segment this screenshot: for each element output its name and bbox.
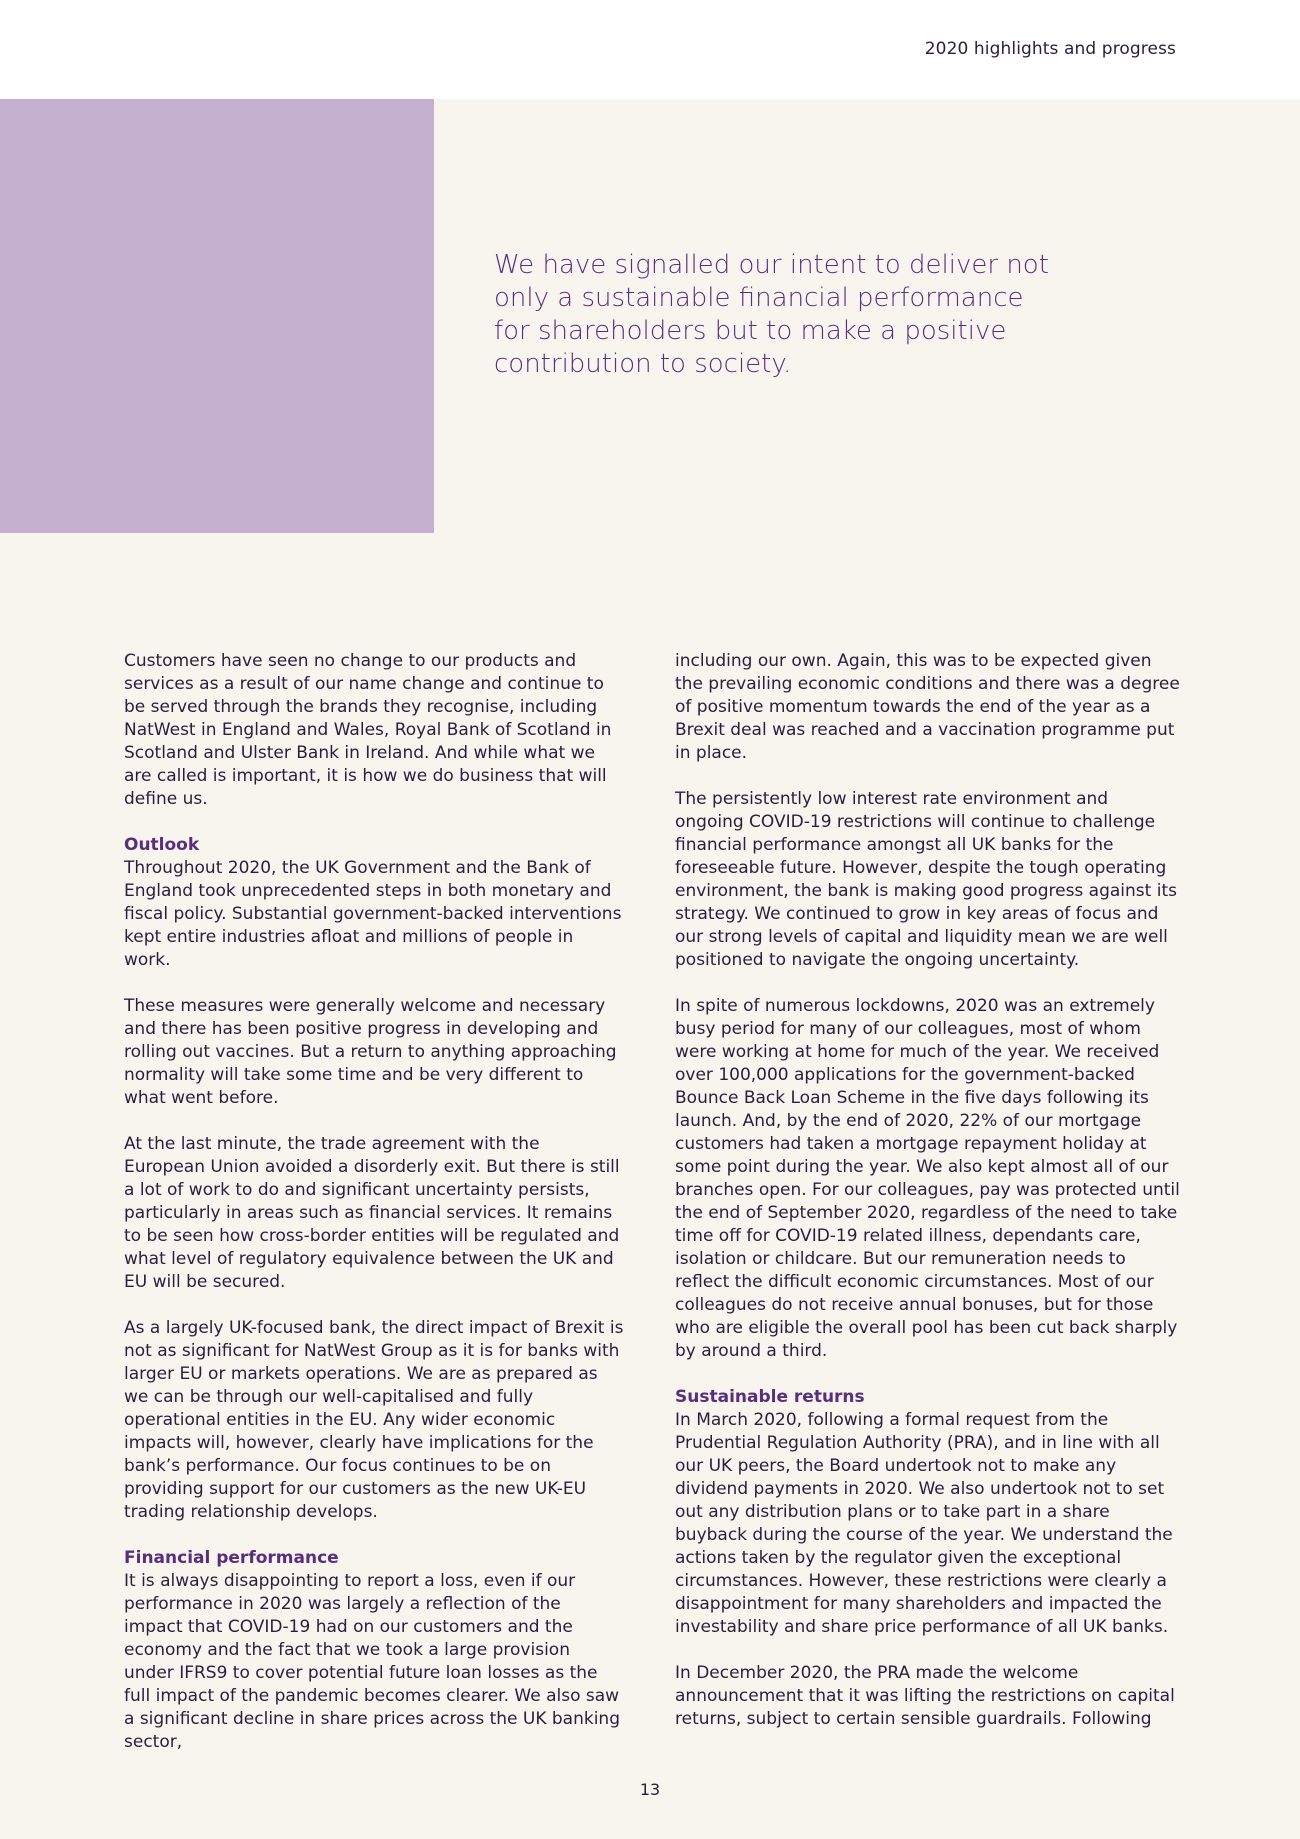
intro-paragraph: Customers have seen no change to our products and services as a result of our name change and continue to be served through the brands they recognise, including NatWest in England and Wales, Royal Bank of Scotland in Scotland and Ulster Bank in Ireland. And while what we are called is important, it is how we do business that will define us. [124,651,612,809]
sustainable-returns-paragraph-2: In December 2020, the PRA made the welcome announcement that it was lifting the restrictions on capital returns, subject to certain sensible guardrails. Following [675,1663,1175,1729]
financial-performance-paragraph: It is always disappointing to report a loss, even if our performance in 2020 was largely a reflection of the impact that COVID-19 had on our customers and the economy and the fact that we took a large provision under IFRS9 to cover potential future loan losses as the full impact of the pandemic becomes clearer. We also saw a significant decline in share prices across the UK banking sector, [124,1571,620,1752]
outlook-heading: Outlook [124,835,200,855]
outlook-paragraph-2: These measures were generally welcome and necessary and there has been positive progress in developing and rolling out vaccines. But a return to anything approaching normality will take some time and be very different to what went before. [124,996,617,1108]
left-column [124,650,624,1754]
colleagues-paragraph: In spite of numerous lockdowns, 2020 was an extremely busy period for many of our colleagues, most of whom were working at home for much of the year. We received over 100,000 applications for the government-backed Bounce Back Loan Scheme in the five days following its launch. And, by the end of 2020, 22% of our mortgage customers had taken a mortgage repayment holiday at some point during the year. We also kept almost all of our branches open. For our colleagues, pay was protected until the end of September 2020, regardless of the need to take time off for COVID-19 related illness, dependants care, isolation or childcare. But our remuneration needs to reflect the difficult economic circumstances. Most of our colleagues do not receive annual bonuses, but for those who are eligible the overall pool has been cut back sharply by around a third. [675,996,1180,1361]
right-column [675,650,1180,1731]
outlook-paragraph-3: At the last minute, the trade agreement with the European Union avoided a disorderly exit. But there is still a lot of work to do and significant uncertainty persists, particularly in areas such as financial services. It remains to be seen how cross-border entities will be regulated and what level of regulatory equivalence between the UK and EU will be secured. [124,1134,620,1292]
sustainable-returns-paragraph-1: In March 2020, following a formal request from the Prudential Regulation Authority (PRA), and in line with all our UK peers, the Board undertook not to make any dividend payments in 2020. We also undertook not to set out any distribution plans or to take part in a share buyback during the course of the year. We understand the actions taken by the regulator given the exceptional circumstances. However, these restrictions were clearly a disappointment for many shareholders and impacted the investability and share price performance of all UK banks. [675,1410,1173,1637]
outlook-paragraph-4: As a largely UK-focused bank, the direct impact of Brexit is not as significant for NatWest Group as it is for banks with larger EU or markets operations. We are as prepared as we can be through our well-capitalised and fully operational entities in the EU. Any wider economic impacts will, however, clearly have implications for the bank’s performance. Our focus continues to be on providing support for our customers as the new UK-EU trading relationship develops. [124,1318,624,1522]
sustainable-returns-heading: Sustainable returns [675,1387,865,1407]
page-number: 13 [639,1780,661,1799]
outlook-paragraph-1: Throughout 2020, the UK Government and the Bank of England took unprecedented steps in both monetary and fiscal policy. Substantial government-backed interventions kept entire industries afloat and millions of people in work. [124,858,622,970]
financial-performance-heading: Financial performance [124,1548,339,1568]
interest-rate-paragraph: The persistently low interest rate environment and ongoing COVID-19 restrictions will continue to challenge financial performance amongst all UK banks for the foreseeable future. However, despite the tough operating environment, the bank is making good progress against its strategy. We continued to grow in key areas of focus and our strong levels of capital and liquidity mean we are well positioned to navigate the ongoing uncertainty. [675,789,1177,970]
decorative-color-block [0,99,434,533]
continuation-paragraph: including our own. Again, this was to be expected given the prevailing economic conditions and there was a degree of positive momentum towards the end of the year as a Brexit deal was reached and a vaccination programme put in place. [675,651,1180,763]
pull-quote: We have signalled our intent to deliver not only a sustainable financial performance for shareholders but to make a positive contribution to society. [494,250,1049,379]
header-band [0,0,1300,99]
section-title: 2020 highlights and progress [924,39,1176,59]
